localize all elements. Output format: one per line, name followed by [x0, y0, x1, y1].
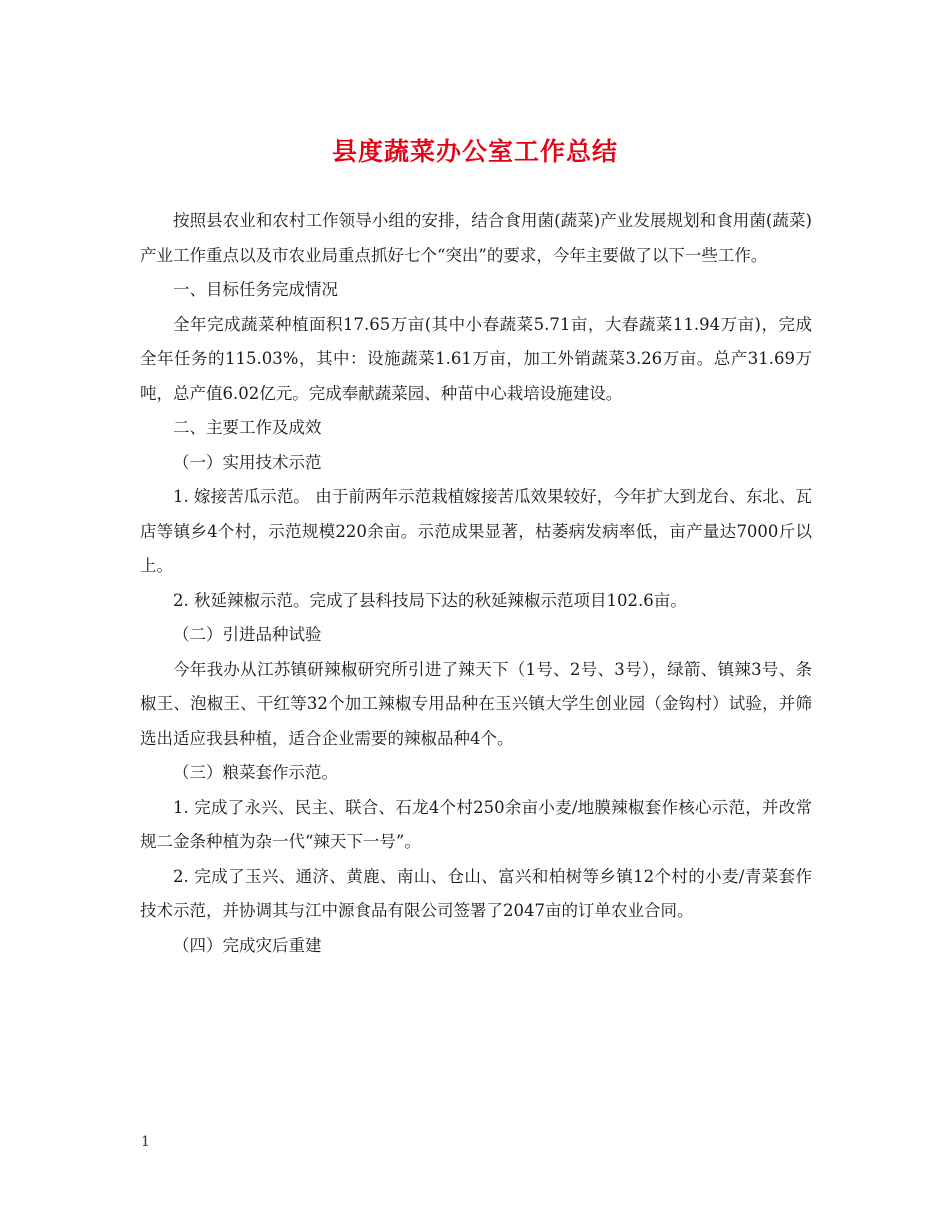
paragraph-intercrop-wheat-greens: 2. 完成了玉兴、通济、黄鹿、南山、仓山、富兴和柏树等乡镇12个村的小麦/青菜套作技术示范，并协调其与江中源食品有限公司签署了2047亩的订单农业合同。	[140, 866, 812, 920]
page-number: 1	[141, 1134, 150, 1150]
section-heading-2: 二、主要工作及成效	[173, 418, 322, 437]
subsection-heading-1: （一）实用技术示范	[173, 452, 322, 472]
paragraph-intercrop-wheat-pepper: 1. 完成了永兴、民主、联合、石龙4个村250余亩小麦/地膜辣椒套作核心示范，并改常规二金条种植为杂一代“辣天下一号”。	[140, 797, 812, 851]
paragraph-grafted-bitter-gourd: 1. 嫁接苦瓜示范。 由于前两年示范栽植嫁接苦瓜效果较好，今年扩大到龙台、东北、瓦店等镇乡4个村，示范规模220余亩。示范成果显著，枯萎病发病率低，亩产量达7000斤以上。	[140, 487, 812, 575]
paragraph-autumn-pepper: 2. 秋延辣椒示范。完成了县科技局下达的秋延辣椒示范项目102.6亩。	[173, 590, 687, 610]
subsection-heading-2: （二）引进品种试验	[173, 625, 322, 644]
subsection-heading-3: （三）粮菜套作示范。	[173, 763, 338, 782]
page-title: 县度蔬菜办公室工作总结	[331, 137, 618, 166]
paragraph-targets: 全年完成蔬菜种植面积17.65万亩(其中小春蔬菜5.71亩，大春蔬菜11.94万亩)，完成全年任务的115.03%，其中：设施蔬菜1.61万亩，加工外销蔬菜3.26万亩。总产31.69万吨，总产值6.02亿元。完成奉献蔬菜园、种苗中心栽培设施建设。	[140, 314, 812, 403]
paragraph-intro: 按照县农业和农村工作领导小组的安排，结合食用菌(蔬菜)产业发展规划和食用菌(蔬菜)产业工作重点以及市农业局重点抓好七个“突出”的要求，今年主要做了以下一些工作。	[140, 211, 812, 265]
paragraph-variety-trial: 今年我办从江苏镇研辣椒研究所引进了辣天下（1号、2号、3号），绿箭、镇辣3号、条椒王、泡椒王、干红等32个加工辣椒专用品种在玉兴镇大学生创业园（金钩村）试验，并筛选出适应我县种植，适合企业需要的辣椒品种4个。	[140, 659, 812, 748]
subsection-heading-4: （四）完成灾后重建	[173, 935, 322, 955]
section-heading-1: 一、目标任务完成情况	[173, 280, 338, 299]
document-body	[140, 204, 812, 963]
